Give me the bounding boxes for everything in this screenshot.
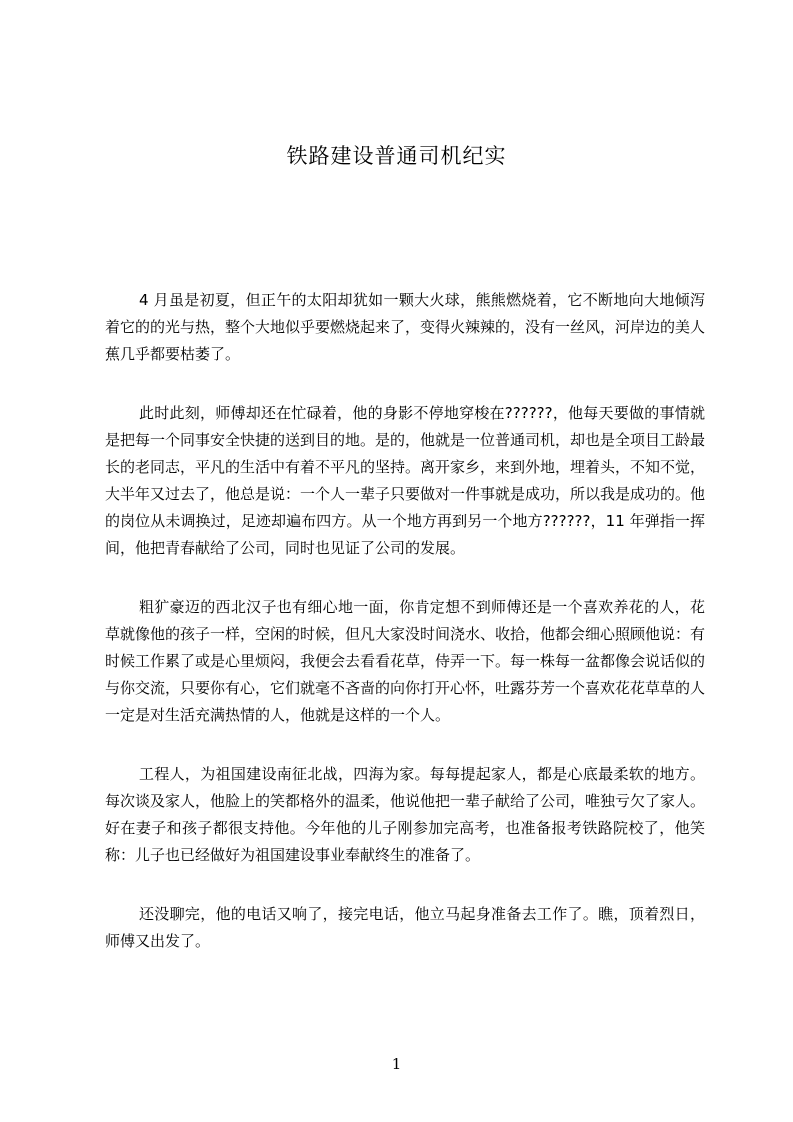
paragraph-4: 工程人，为祖国建设南征北战，四海为家。每每提起家人，都是心底最柔软的地方。每次谈及家人，他脸上的笑都格外的温柔，他说他把一辈子献给了公司，唯独亏欠了家人。好在妻子和孩子都很支持他。今年他的儿子刚参加完高考，也准备报考铁路院校了，他笑称：儿子也已经做好为祖国建设事业奉献终生的准备了。 — [105, 765, 706, 864]
document-title: 铁路建设普通司机纪实 — [286, 144, 507, 168]
paragraph-2: 此时此刻，师傅却还在忙碌着，他的身影不停地穿梭在??????，他每天要做的事情就是把每一个同事安全快捷的送到目的地。是的，他就是一位普通司机，却也是全项目工龄最长的老同志，平凡的生活中有着不平凡的坚持。离开家乡，来到外地，埋着头，不知不觉，大半年又过去了，他总是说：一个人一辈子只要做对一件事就是成功，所以我是成功的。他的岗位从未调换过，足迹却遍布四方。从一个地方再到另一个地方??????，11 年弹指一挥间，他把青春献给了公司，同时也见证了公司的发展。 — [105, 404, 706, 557]
document-body — [105, 287, 705, 987]
page-number: 1 — [391, 1055, 402, 1073]
paragraph-3: 粗犷豪迈的西北汉子也有细心地一面，你肯定想不到师傅还是一个喜欢养花的人，花草就像他的孩子一样，空闲的时候，但凡大家没时间浇水、收拾，他都会细心照顾他说：有时候工作累了或是心里烦闷，我便会去看看花草，侍弄一下。每一株每一盆都像会说话似的与你交流，只要你有心，它们就毫不吝啬的向你打开心怀，吐露芬芳一个喜欢花花草草的人一定是对生活充满热情的人，他就是这样的一个人。 — [105, 598, 706, 724]
paragraph-5: 还没聊完，他的电话又响了，接完电话，他立马起身准备去工作了。瞧，顶着烈日，师傅又出发了。 — [105, 905, 705, 950]
paragraph-1: 4 月虽是初夏，但正午的太阳却犹如一颗大火球，熊熊燃烧着，它不断地向大地倾泻着它的的光与热，整个大地似乎要燃烧起来了，变得火辣辣的，没有一丝风，河岸边的美人蕉几乎都要枯萎了。 — [105, 291, 706, 363]
